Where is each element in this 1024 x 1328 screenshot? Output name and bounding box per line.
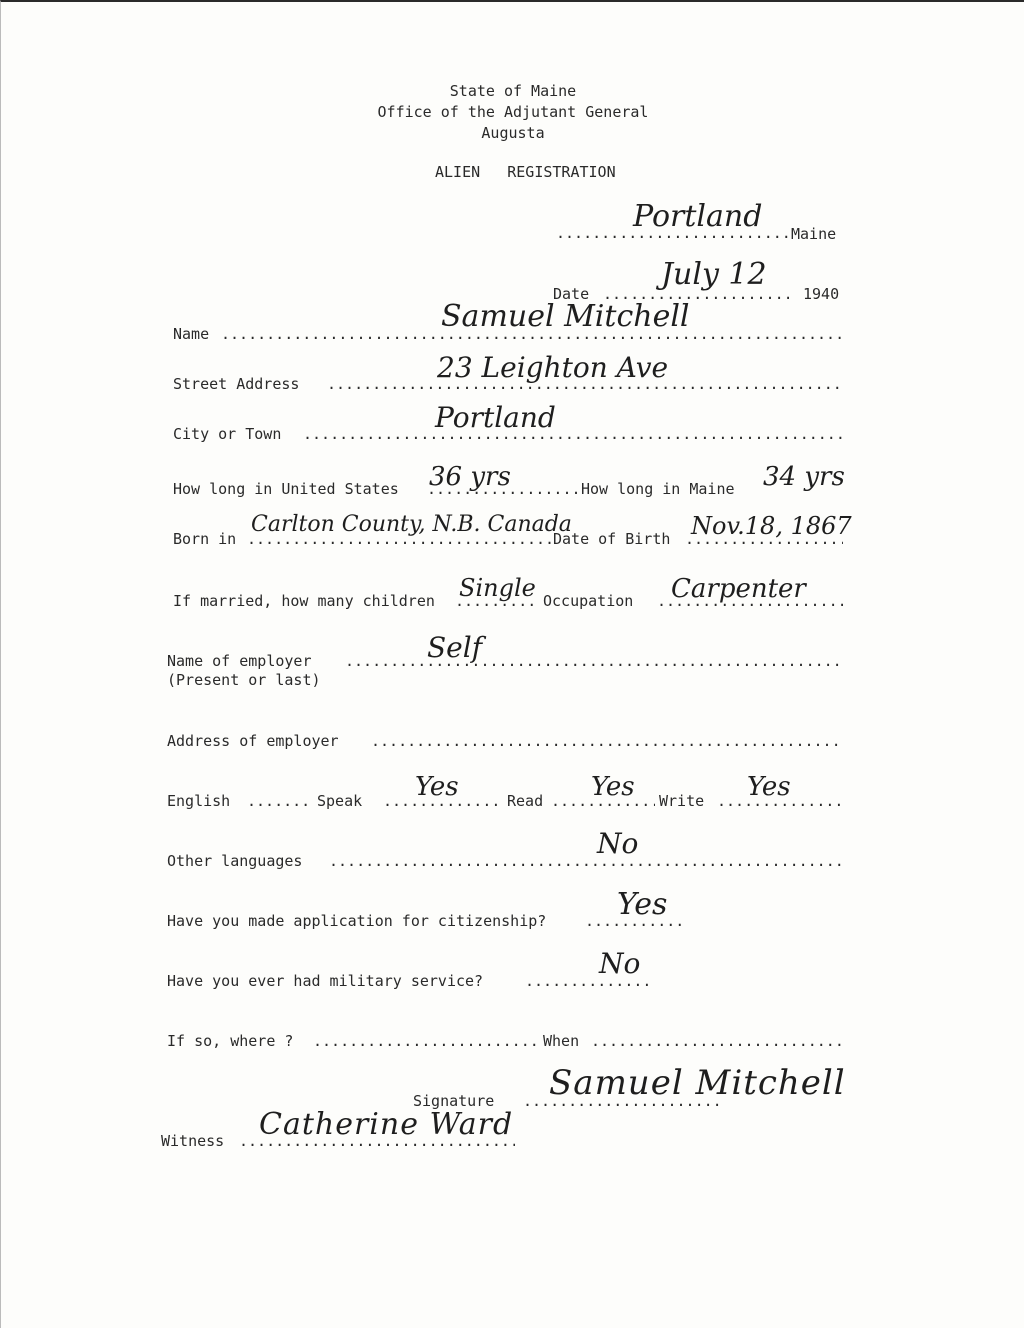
write-value: Yes xyxy=(747,772,791,802)
employer-address-label: Address of employer xyxy=(167,732,339,750)
header-state: State of Maine xyxy=(449,82,577,100)
city-value: Portland xyxy=(435,401,556,434)
place-suffix: Maine xyxy=(791,225,837,243)
speak-label: Speak xyxy=(317,792,363,810)
children-label: If married, how many children xyxy=(173,592,435,610)
how-long-us-label: How long in United States xyxy=(173,480,399,498)
how-long-us-value: 36 yrs xyxy=(429,462,511,492)
date-year: 1940 xyxy=(803,285,840,303)
street-value: 23 Leighton Ave xyxy=(437,351,669,384)
employer-name-value: Self xyxy=(427,631,483,664)
header-office: Office of the Adjutant General xyxy=(377,103,649,121)
military-value: No xyxy=(599,947,641,980)
speak-value: Yes xyxy=(415,772,459,802)
signature-label: Signature xyxy=(413,1092,495,1110)
name-value: Samuel Mitchell xyxy=(441,299,690,334)
dob-label: Date of Birth xyxy=(553,530,671,548)
write-label: Write xyxy=(659,792,705,810)
occupation-value: Carpenter xyxy=(671,574,806,604)
children-value: Single xyxy=(459,574,536,602)
witness-value: Catherine Ward xyxy=(259,1107,514,1142)
how-long-maine-value: 34 yrs xyxy=(763,462,845,492)
english-label: English xyxy=(167,792,231,810)
when-label: When xyxy=(543,1032,580,1050)
born-in-label: Born in xyxy=(173,530,237,548)
other-languages-value: No xyxy=(597,827,639,860)
witness-label: Witness xyxy=(161,1132,225,1150)
english-leader xyxy=(247,792,313,808)
header-city: Augusta xyxy=(481,124,545,142)
street-label: Street Address xyxy=(173,375,300,393)
date-value: July 12 xyxy=(661,257,767,292)
when-leader xyxy=(591,1032,843,1048)
citizenship-value: Yes xyxy=(617,887,668,922)
other-languages-label: Other languages xyxy=(167,852,303,870)
city-label: City or Town xyxy=(173,425,282,443)
read-value: Yes xyxy=(591,772,635,802)
military-label: Have you ever had military service? xyxy=(167,972,484,990)
citizenship-label: Have you made application for citizenship? xyxy=(167,912,547,930)
read-label: Read xyxy=(507,792,544,810)
date-label: Date xyxy=(553,285,590,303)
name-label: Name xyxy=(173,325,210,343)
born-in-value: Carlton County, N.B. Canada xyxy=(251,512,572,537)
form-title: ALIEN REGISTRATION xyxy=(435,163,616,181)
employer-name-leader xyxy=(345,652,843,668)
place-value: Portland xyxy=(633,199,763,234)
how-long-maine-label: How long in Maine xyxy=(581,480,735,498)
other-languages-leader xyxy=(329,852,843,868)
where-label: If so, where ? xyxy=(167,1032,294,1050)
dob-value: Nov.18, 1867 xyxy=(691,512,852,540)
city-leader xyxy=(303,425,843,441)
employer-address-leader xyxy=(371,732,843,748)
occupation-label: Occupation xyxy=(543,592,634,610)
employer-name-sublabel: (Present or last) xyxy=(167,671,321,689)
signature-value: Samuel Mitchell xyxy=(549,1063,846,1103)
where-leader xyxy=(313,1032,539,1048)
employer-name-label: Name of employer xyxy=(167,652,312,670)
